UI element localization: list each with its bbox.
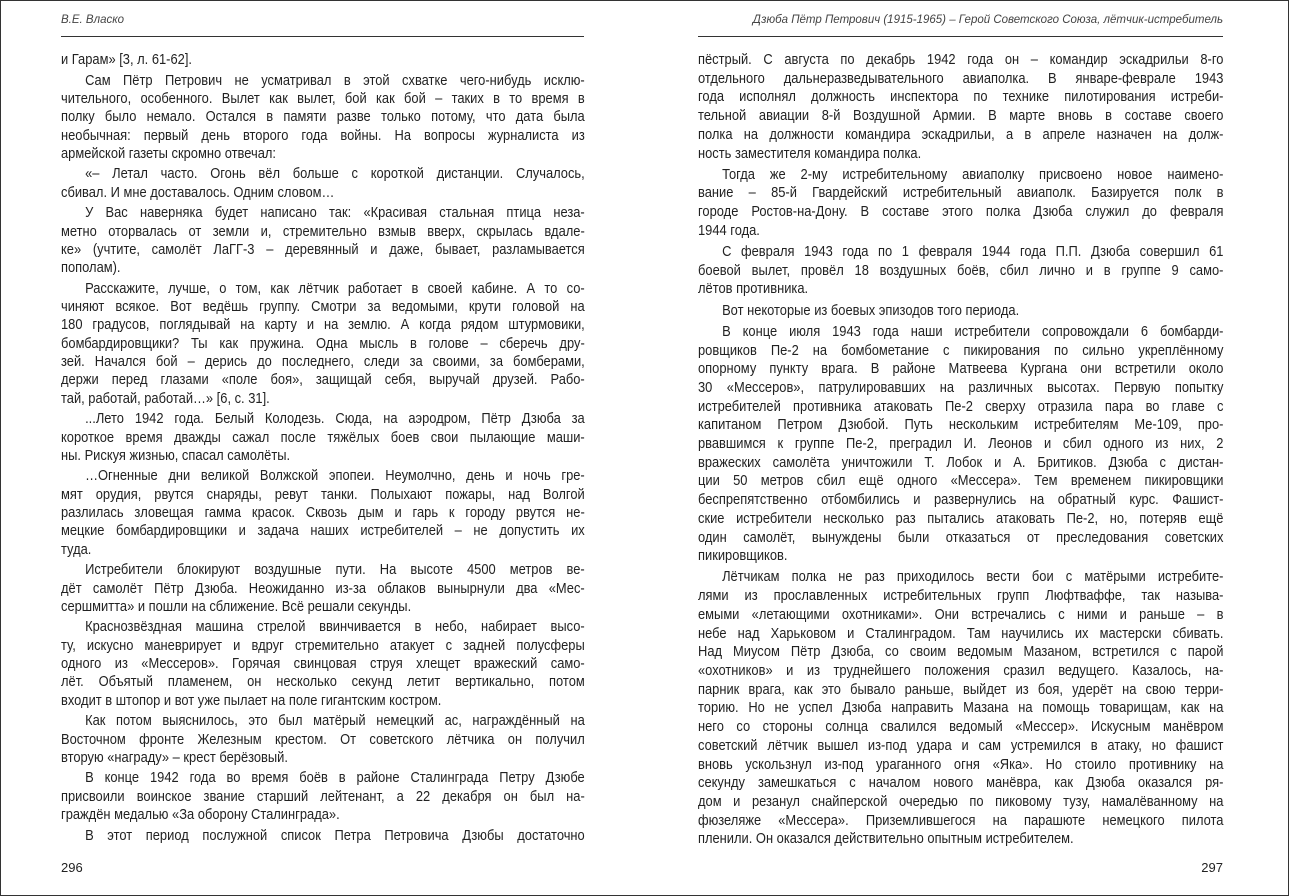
text-line: вторую «награду» – крест берёзовый. bbox=[61, 748, 288, 766]
text-line: ту, искусно маневрирует и вдруг стремительно атакует с задней полусферы bbox=[61, 636, 585, 654]
text-line: метно оторвалась от земли и, стремительно взмыв вверх, скрылась вдале- bbox=[61, 222, 585, 240]
text-line: 30 «Мессеров», патрулировавших на различных высотах. Первую попытку bbox=[698, 378, 1224, 396]
text-line: чиняют всякое. Вот ведёшь группу. Смотри за ведомыми, крути головой на bbox=[61, 298, 585, 316]
paragraph bbox=[698, 166, 1223, 241]
paragraph bbox=[61, 827, 585, 845]
paragraph bbox=[61, 204, 585, 277]
text-line: В этот период послужной список Петра Петровича Дзюбы достаточно bbox=[85, 826, 585, 844]
text-line: торию. Но не успел Дзюба направить Мазана на помощь товарищам, как на bbox=[698, 699, 1224, 717]
paragraph bbox=[61, 280, 585, 408]
text-line: зей. Начался бой – дерись до последнего, следи за своими, за бомберами, bbox=[61, 353, 585, 370]
text-line: пополам). bbox=[61, 259, 121, 277]
text-line: и Гарам» [3, л. 61-62]. bbox=[61, 51, 192, 68]
text-line: армейской газеты скромно отвечал: bbox=[61, 144, 276, 162]
text-line: года исполнял должность инспектора по технике пилотирования истреби- bbox=[698, 88, 1224, 106]
text-line: 180 градусов, поглядывай на карту и на землю. А когда рядом штурмовики, bbox=[61, 316, 585, 334]
text-line: разлилась зловещая гамма красок. Сквозь дым и гарь к городу рвутся не- bbox=[61, 504, 585, 521]
text-line: сершмитта» и пошли на сближение. Всё решали секунды. bbox=[61, 597, 412, 615]
text-line: У Вас наверняка будет написано так: «Красивая стальная птица неза- bbox=[85, 204, 585, 222]
text-line: присвоили воинское звание старший лейтенант, а 22 декабря он был на- bbox=[61, 787, 585, 805]
text-line: тельной авиации 8-й Воздушной Армии. В марте вновь в составе своего bbox=[698, 107, 1224, 125]
text-line: Над Миусом Пётр Дзюба, со своим ведомым Мазаном, встретился с парой bbox=[698, 643, 1224, 661]
text-line: мецкие бомбардировщики и задача наших истребителей – не допустить их bbox=[61, 522, 585, 540]
text-line: беспрепятственно отбомбились и развернулись на обратный курс. Фашист- bbox=[698, 491, 1224, 509]
text-line: капитаном Петром Дзюбой. Путь нескольким истребителям Ме-109, про- bbox=[698, 416, 1224, 434]
text-line: дёт самолёт Пётр Дзюба. Неожиданно из-за облаков вынырнули два «Мес- bbox=[61, 579, 585, 597]
text-line: емыми «летающими охотниками». Они встречались с ними и раньше – в bbox=[698, 605, 1224, 623]
header-rule-left bbox=[61, 36, 584, 37]
paragraph bbox=[61, 712, 585, 767]
text-line: короткое время дважды сажал после тяжёлых боев свои пылающие маши- bbox=[61, 428, 585, 446]
text-line: входит в штопор и вот уже пылает на поле гигантским костром. bbox=[61, 691, 442, 709]
text-line: секунду замешкаться с началом нового манёвра, как Дзюба оказался ря- bbox=[698, 774, 1224, 792]
text-line: чительного, особенного. Вылет как вылет, бой как бой – таких в то время в bbox=[61, 89, 585, 107]
text-line: …Огненные дни великой Волжской эпопеи. Неумолчно, день и ночь гре- bbox=[85, 467, 585, 485]
text-line: фюзеляже «Мессера». Приземлившегося на парашюте немецкого пилота bbox=[698, 811, 1224, 829]
paragraph bbox=[61, 165, 585, 202]
text-line: истребителей противника атаковать Пе-2 сверху отразила пара во главе с bbox=[698, 397, 1224, 415]
text-line: ции 50 метров сбил ещё одного «Мессера». Тем временем пикировщики bbox=[698, 472, 1224, 490]
paragraph bbox=[61, 769, 585, 824]
text-line: небе над Харьковом и Сталинградом. Там научились их мастерски сбивать. bbox=[698, 624, 1224, 642]
page-number-left: 296 bbox=[61, 860, 83, 875]
right-page-body bbox=[698, 51, 1223, 849]
text-line: дом и резанул снайперской очередью по пиковому тузу, намалёванному на bbox=[698, 792, 1224, 810]
text-line: вновь ускользнул из-под ураганного огня «Яка». Но стоило противнику на bbox=[698, 755, 1224, 773]
paragraph bbox=[61, 467, 585, 559]
paragraph bbox=[698, 568, 1223, 849]
text-line: отдельного дальнеразведывательного авиаполка. В январе-феврале 1943 bbox=[698, 69, 1224, 87]
text-line: Расскажите, лучше, о том, как лётчик работает в своей кабине. А то со- bbox=[85, 279, 585, 297]
text-line: ровщиков Пе-2 на бомбометание с пикирования по сильно укреплённому bbox=[698, 341, 1224, 359]
text-line: необычная: первый день второго года войны. На вопросы журналиста из bbox=[61, 126, 585, 144]
text-line: туда. bbox=[61, 540, 92, 558]
text-line: один самолёт, вынуждены были отказаться от преследования советских bbox=[698, 528, 1224, 546]
text-line: городе Ростов-на-Дону. В составе этого полка Дзюба служил до февраля bbox=[698, 203, 1224, 221]
text-line: 1944 года. bbox=[698, 221, 760, 239]
text-line: ...Лето 1942 года. Белый Колодезь. Сюда, на аэродром, Пётр Дзюба за bbox=[85, 410, 585, 428]
running-header-title: Дзюба Пётр Петрович (1915-1965) – Герой Советского Союза, лётчик-истребитель bbox=[752, 14, 1223, 26]
paragraph bbox=[61, 618, 585, 710]
text-line: ность заместителя командира полка. bbox=[698, 144, 922, 162]
text-line: «охотников» и из труднейшего положения сразил ведущего. Казалось, на- bbox=[698, 662, 1224, 679]
text-line: Восточном фронте Железным крестом. От советского лётчика он получил bbox=[61, 730, 585, 748]
text-line: Как потом выяснилось, это был матёрый немецкий ас, награждённый на bbox=[85, 712, 585, 730]
text-line: полка на должности командира эскадрильи, а в апреле назначен на долж- bbox=[698, 125, 1224, 143]
text-line: мят орудия, рвутся снаряды, ревут танки. Полыхают пожары, над Волгой bbox=[61, 485, 585, 503]
paragraph bbox=[698, 51, 1223, 163]
text-line: ны. Рискуя жизнью, спасал самолёты. bbox=[61, 446, 291, 464]
text-line: граждён медалью «За оборону Сталинграда». bbox=[61, 806, 340, 823]
text-line: лями из прославленных истребительных групп Люфтваффе, так называ- bbox=[698, 587, 1224, 605]
text-line: лёт. Объятый пламенем, он несколько секунд летит вертикально, потом bbox=[61, 673, 585, 691]
text-line: пленили. Он оказался действительно опытным истребителем. bbox=[698, 830, 1074, 848]
text-line: него со стороны солнца свалился ведомый «Мессер». Искусным манёвром bbox=[698, 718, 1224, 736]
text-line: одного из «Мессеров». Горячая свинцовая струя хлещет вражеский само- bbox=[61, 655, 585, 672]
text-line: вание – 85-й Гвардейский истребительный авиаполк. Базируется полк в bbox=[698, 184, 1224, 202]
text-line: Вот некоторые из боевых эпизодов того периода. bbox=[722, 301, 1020, 319]
text-line: Тогда же 2-му истребительному авиаполку присвоено новое наимено- bbox=[722, 165, 1224, 183]
text-line: тай, работай, работай…» [6, с. 31]. bbox=[61, 389, 270, 407]
text-line: парник врага, как это бывало раньше, выйдет из боя, удерёт на свою терри- bbox=[698, 680, 1224, 698]
running-header-author: В.Е. Власко bbox=[61, 14, 125, 26]
text-line: советский лётчик вышел из-под удара и сам устремился в атаку, но фашист bbox=[698, 736, 1224, 754]
text-line: ке» (учтите, самолёт ЛаГГ-3 – деревянный и даже, бывает, разламывается bbox=[61, 240, 585, 258]
text-line: лётов противника. bbox=[698, 280, 809, 298]
paragraph bbox=[698, 243, 1223, 299]
text-line: сбивал. И мне доставалось. Одним словом… bbox=[61, 183, 335, 201]
text-line: В конце июля 1943 года наши истребители сопровождали 6 бомбарди- bbox=[722, 322, 1224, 340]
left-page-body bbox=[61, 51, 585, 845]
text-line: пёстрый. С августа по декабрь 1942 года он – командир эскадрильи 8-го bbox=[698, 51, 1224, 68]
text-line: боевой вылет, провёл 18 воздушных боёв, сбил лично и в группе 9 само- bbox=[698, 261, 1224, 279]
text-line: Сам Пётр Петрович не усматривал в этой схватке чего-нибудь исклю- bbox=[85, 71, 585, 89]
text-line: держи перед глазами «поле боя», защищай себя, выручай друзей. Рабо- bbox=[61, 371, 585, 389]
text-line: рвавшимся к группе Пе-2, преградил И. Леонов и сбил одного из них, 2 bbox=[698, 435, 1224, 453]
text-line: Краснозвёздная машина стрелой ввинчивается в небо, набирает высо- bbox=[85, 618, 585, 636]
text-line: бомбардировщики? Ты как пружина. Одна мысль в голове – сберечь дру- bbox=[61, 334, 585, 352]
text-line: С февраля 1943 года по 1 февраля 1944 года П.П. Дзюба совершил 61 bbox=[722, 243, 1224, 261]
text-line: опорному пункту врага. В районе Матвеева Кургана они встретили около bbox=[698, 360, 1224, 378]
text-line: пикировщиков. bbox=[698, 547, 788, 565]
paragraph bbox=[61, 51, 585, 69]
text-line: полку было немало. Остался в памяти разве только потому, что дата была bbox=[61, 108, 585, 126]
header-rule-right bbox=[698, 36, 1223, 37]
paragraph bbox=[698, 302, 1223, 321]
text-line: ские истребители несколько раз пытались атаковать Пе-2, но, потеряв ещё bbox=[698, 509, 1224, 527]
paragraph bbox=[61, 561, 585, 616]
text-line: вражеских самолёта уничтожили Т. Лобок и А. Бритиков. Дзюба с дистан- bbox=[698, 453, 1224, 471]
text-line: В конце 1942 года во время боёв в районе Сталинграда Петру Дзюбе bbox=[85, 769, 585, 787]
paragraph bbox=[698, 323, 1223, 566]
paragraph bbox=[61, 410, 585, 465]
text-line: «– Летал часто. Огонь вёл больше с короткой дистанции. Случалось, bbox=[85, 165, 585, 183]
text-line: Лётчикам полка не раз приходилось вести бои с матёрыми истребите- bbox=[722, 568, 1224, 586]
text-line: Истребители блокируют воздушные пути. На высоте 4500 метров ве- bbox=[85, 561, 585, 579]
page-number-right: 297 bbox=[1201, 860, 1223, 875]
paragraph bbox=[61, 72, 585, 164]
